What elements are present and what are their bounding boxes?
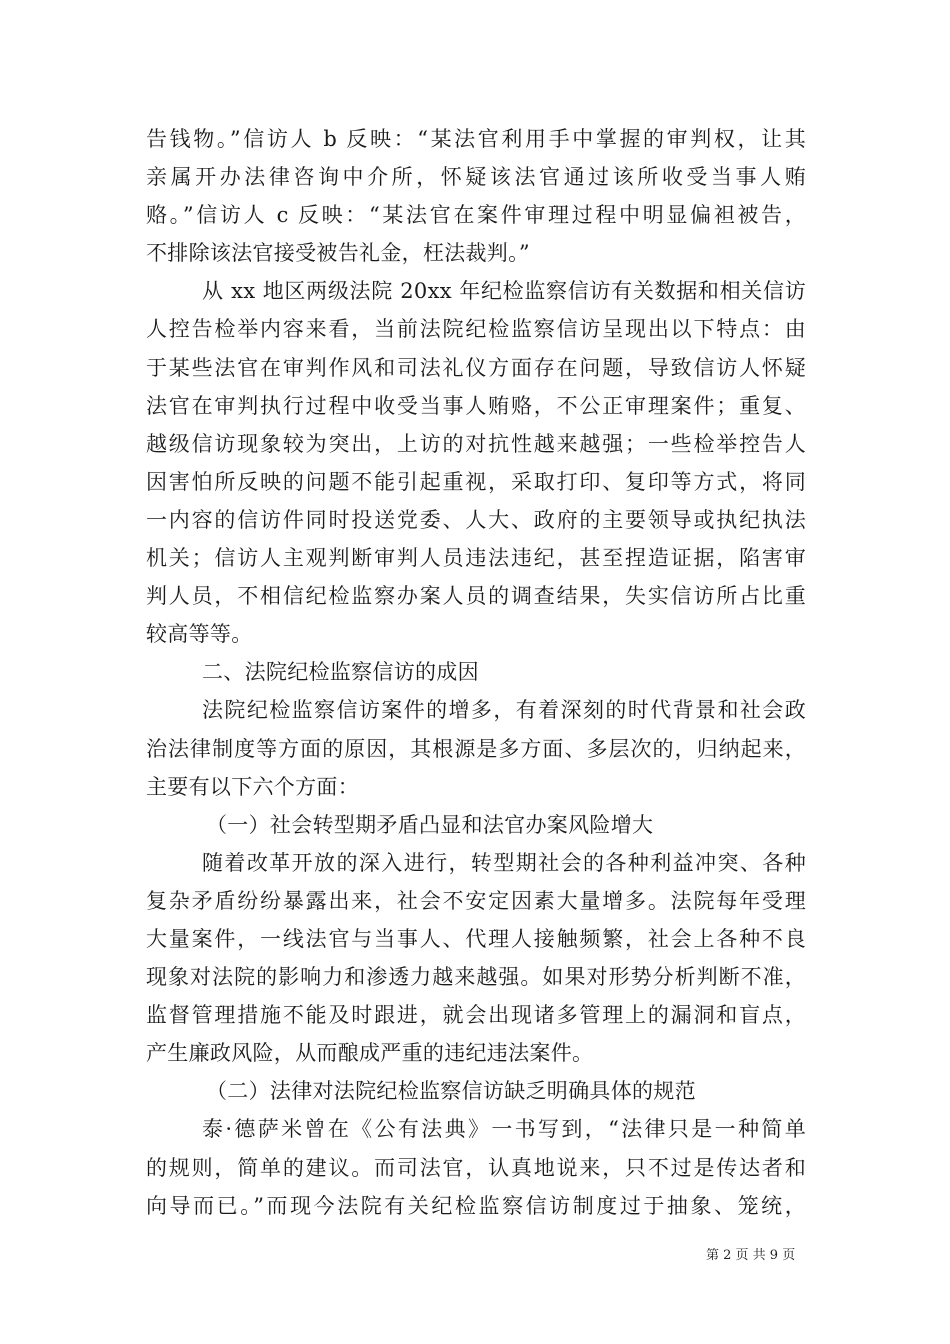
text-line: 监督管理措施不能及时跟进，就会出现诸多管理上的漏洞和盲点， bbox=[146, 1003, 806, 1028]
text-line: 于某些法官在审判作风和司法礼仪方面存在问题，导致信访人怀疑 bbox=[146, 355, 806, 380]
text-line: 因害怕所反映的问题不能引起重视，采取打印、复印等方式，将同 bbox=[146, 469, 806, 494]
paragraph-start-line: 从 xx 地区两级法院 20xx 年纪检监察信访有关数据和相关信访 bbox=[202, 279, 806, 304]
text-line: 机关；信访人主观判断审判人员违法违纪，甚至捏造证据，陷害审 bbox=[146, 546, 806, 571]
text-line: 大量案件，一线法官与当事人、代理人接触频繁，社会上各种不良 bbox=[146, 926, 806, 951]
text-line: 越级信访现象较为突出，上访的对抗性越来越强；一些检举控告人 bbox=[146, 431, 806, 456]
text-line: 主要有以下六个方面： bbox=[146, 774, 359, 799]
paragraph-start-line: 随着改革开放的深入进行，转型期社会的各种利益冲突、各种 bbox=[202, 850, 806, 875]
text-line: 一内容的信访件同时投送党委、人大、政府的主要领导或执纪执法 bbox=[146, 507, 806, 532]
text-line: 赂。”信访人 c 反映：“某法官在案件审理过程中明显偏袒被告， bbox=[146, 203, 806, 228]
text-line: 向导而已。”而现今法院有关纪检监察信访制度过于抽象、笼统， bbox=[146, 1193, 806, 1218]
text-line: 判人员，不相信纪检监察办案人员的调查结果，失实信访所占比重 bbox=[146, 584, 806, 609]
text-line: 产生廉政风险，从而酿成严重的违纪违法案件。 bbox=[146, 1041, 594, 1066]
paragraph-start-line: 泰·德萨米曾在《公有法典》一书写到，“法律只是一种简单 bbox=[202, 1117, 806, 1142]
section-heading: 二、法院纪检监察信访的成因 bbox=[202, 660, 479, 685]
document-body bbox=[146, 120, 806, 1225]
text-line: 亲属开办法律咨询中介所，怀疑该法官通过该所收受当事人贿 bbox=[146, 165, 806, 190]
text-line: 的规则，简单的建议。而司法官，认真地说来，只不过是传达者和 bbox=[146, 1155, 806, 1180]
subsection-heading: （一）社会转型期矛盾凸显和法官办案风险增大 bbox=[206, 812, 654, 837]
subsection-heading: （二）法律对法院纪检监察信访缺乏明确具体的规范 bbox=[206, 1079, 696, 1104]
text-line: 不排除该法官接受被告礼金，枉法裁判。” bbox=[146, 241, 530, 266]
text-line: 告钱物。”信访人 b 反映：“某法官利用手中掌握的审判权，让其 bbox=[146, 127, 806, 151]
text-line: 较高等等。 bbox=[146, 622, 253, 647]
text-line: 复杂矛盾纷纷暴露出来，社会不安定因素大量增多。法院每年受理 bbox=[146, 888, 806, 913]
text-line: 现象对法院的影响力和渗透力越来越强。如果对形势分析判断不准， bbox=[146, 965, 806, 990]
page-number-footer: 第 2 页 共 9 页 bbox=[706, 1248, 796, 1263]
paragraph-start-line: 法院纪检监察信访案件的增多，有着深刻的时代背景和社会政 bbox=[202, 698, 806, 723]
text-line: 人控告检举内容来看，当前法院纪检监察信访呈现出以下特点：由 bbox=[146, 317, 806, 342]
text-line: 治法律制度等方面的原因，其根源是多方面、多层次的，归纳起来， bbox=[146, 736, 806, 761]
text-line: 法官在审判执行过程中收受当事人贿赂，不公正审理案件；重复、 bbox=[146, 393, 806, 418]
